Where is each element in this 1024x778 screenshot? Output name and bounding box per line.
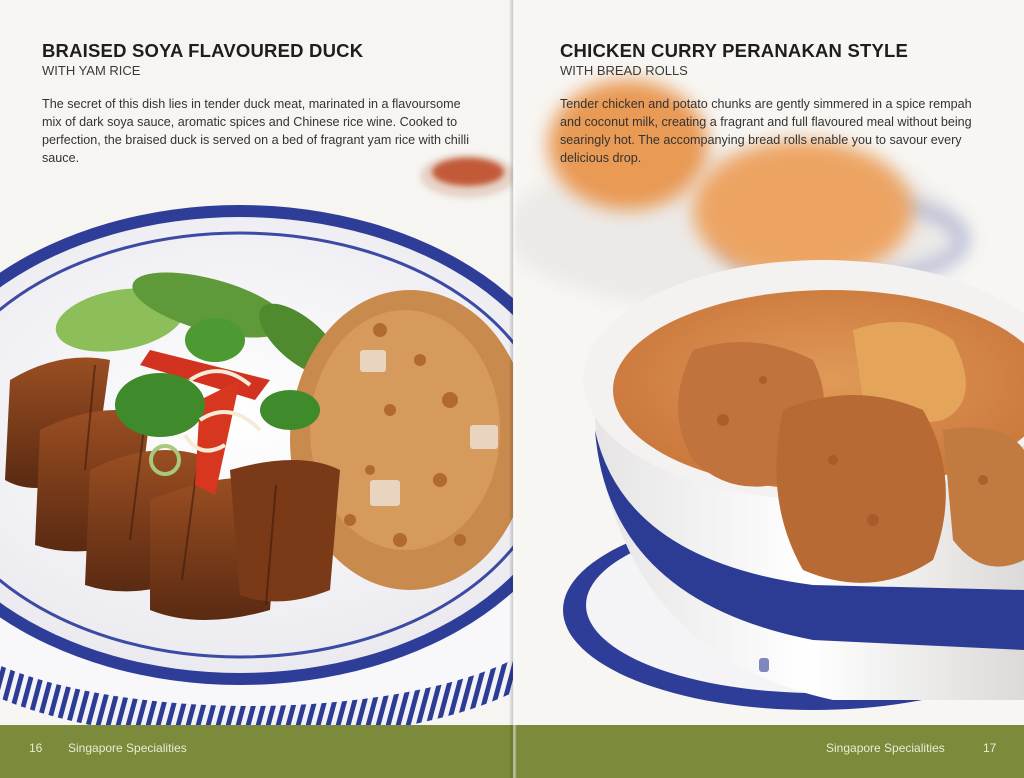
right-footer [513,725,1024,778]
page-gutter [509,0,517,778]
dish-title: CHICKEN CURRY PERANAKAN STYLE [560,40,909,61]
dish-subtitle: WITH YAM RICE [42,63,141,78]
dish-title: BRAISED SOYA FLAVOURED DUCK [42,40,364,61]
footer-section-label: Singapore Specialities [826,741,945,755]
page-number: 17 [983,741,997,755]
dish-subtitle: WITH BREAD ROLLS [560,63,688,78]
footer-section-label: Singapore Specialities [68,741,187,755]
dish-description: Tender chicken and potato chunks are gently simmered in a spice rempah and coconut milk, creating a fragrant and full flavoured meal without being searingly hot. The accompanying bread rolls enable you to savour every delicious drop. [560,97,972,165]
page-number: 16 [29,741,43,755]
right-article [560,40,990,167]
right-page [513,0,1024,778]
left-footer [0,725,513,778]
left-article [42,40,472,167]
dish-description: The secret of this dish lies in tender duck meat, marinated in a flavoursome mix of dark soya sauce, aromatic spices and Chinese rice wine. Cooked to perfection, the braised duck is served on a bed of fragrant yam rice with chilli sauce. [42,97,470,165]
